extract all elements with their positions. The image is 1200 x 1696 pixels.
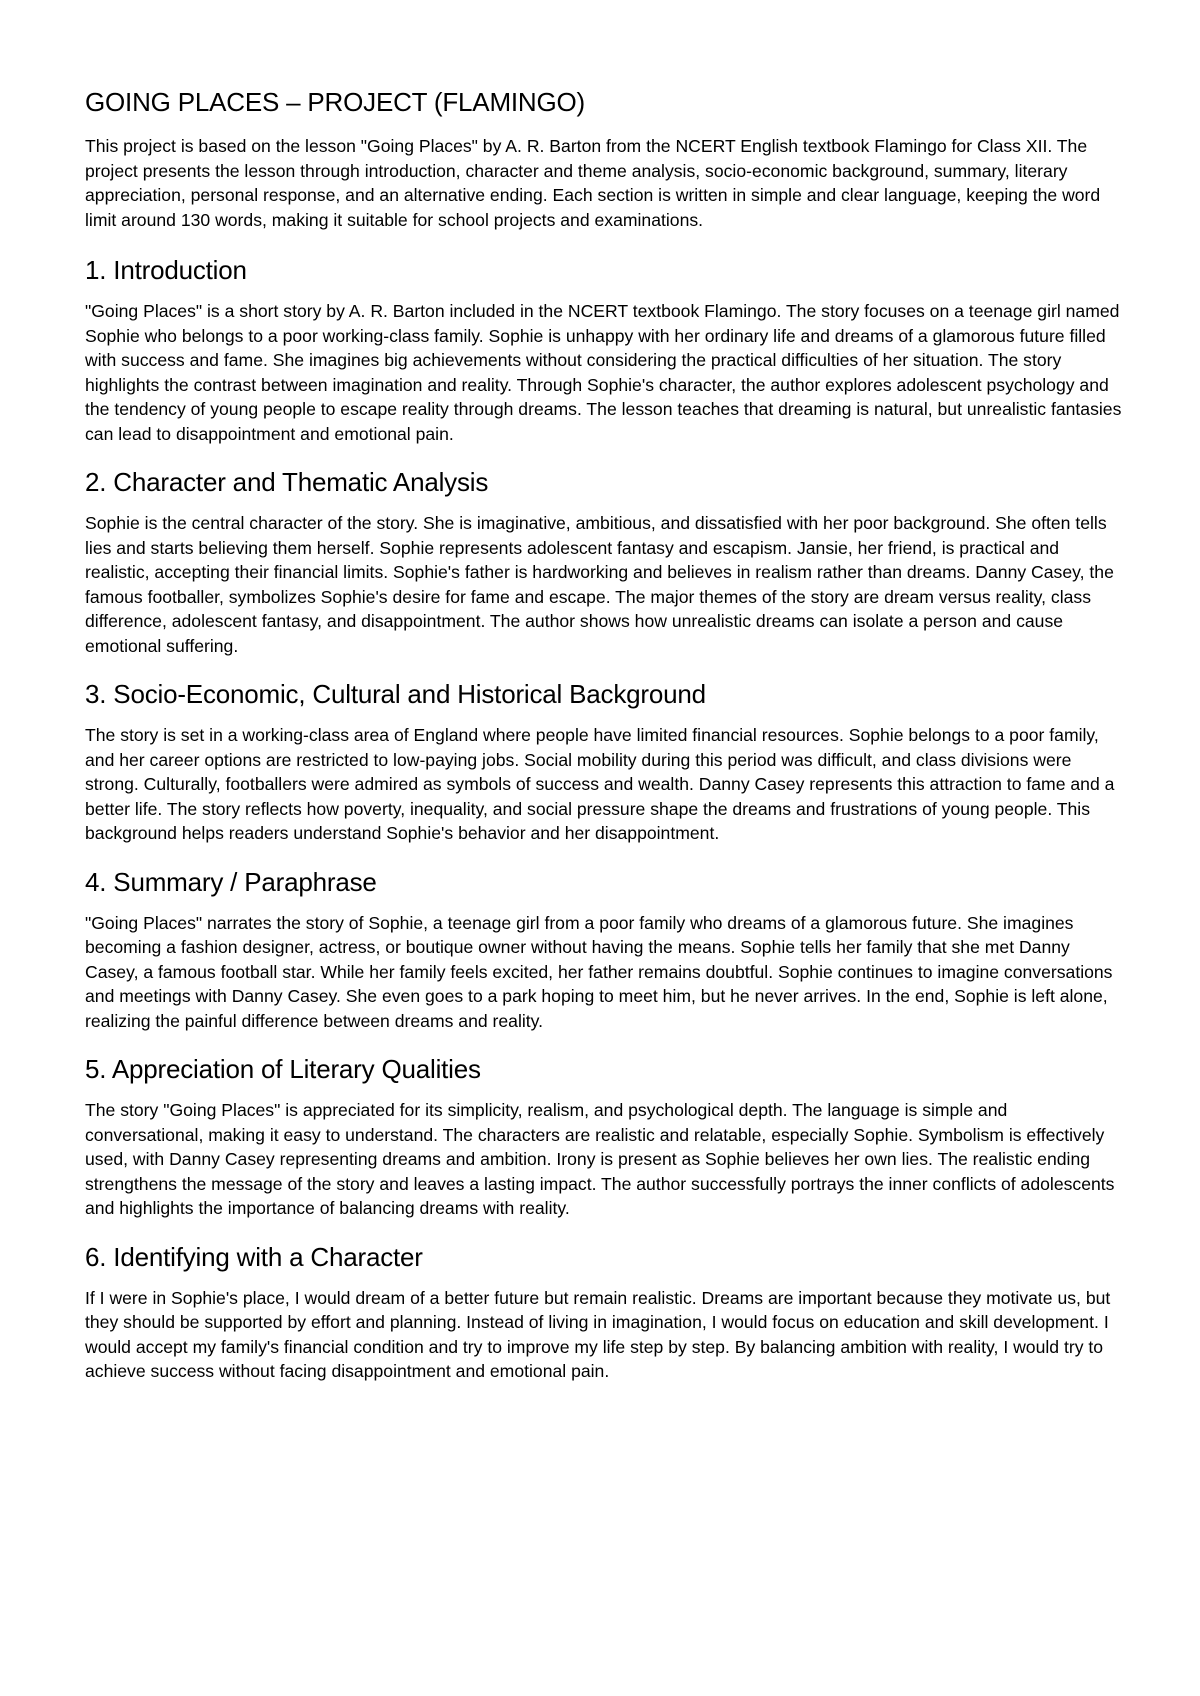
section-heading: 5. Appreciation of Literary Qualities [85, 1054, 481, 1084]
section-summary [85, 866, 1124, 1034]
section-body: The story is set in a working-class area of England where people have limited financial resources. Sophie belongs to a poor family, and her career options are restricted to low-paying jobs. Social mobility during this period was difficult, and class divisions were strong. Culturally, footballers were admired as symbols of success and wealth. Danny Casey represents this attraction to fame and a better life. The story reflects how poverty, inequality, and social pressure shape the dreams and frustrations of young people. This background helps readers understand Sophie's behavior and her disappointment. [85, 725, 1115, 843]
section-identifying-with-character [85, 1241, 1124, 1384]
section-socio-economic-background [85, 678, 1124, 846]
section-body: The story "Going Places" is appreciated for its simplicity, realism, and psychological depth. The language is simple and conversational, making it easy to understand. The characters are realistic and relatable, especially Sophie. Symbolism is effectively used, with Danny Casey representing dreams and ambition. Irony is present as Sophie believes her own lies. The realistic ending strengthens the message of the story and leaves a lasting impact. The author successfully portrays the inner conflicts of adolescents and highlights the importance of balancing dreams with reality. [85, 1100, 1115, 1218]
document-title: GOING PLACES – PROJECT (FLAMINGO) [85, 87, 586, 117]
intro-paragraph: This project is based on the lesson "Going Places" by A. R. Barton from the NCERT English textbook Flamingo for Class XII. The project presents the lesson through introduction, character and theme analysis, socio-economic background, summary, literary appreciation, personal response, and an alternative ending. Each section is written in simple and clear language, keeping the word limit around 130 words, making it suitable for school projects and examinations. [85, 136, 1101, 230]
section-heading: 4. Summary / Paraphrase [85, 866, 377, 897]
section-body: If I were in Sophie's place, I would dream of a better future but remain realistic. Dreams are important because they motivate us, but they should be supported by effort and planning. Instead of living in imagination, I would focus on education and skill development. I would accept my family's financial condition and try to improve my life step by step. By balancing ambition with reality, I would try to achieve success without facing disappointment and emotional pain. [85, 1287, 1111, 1381]
section-body: Sophie is the central character of the story. She is imaginative, ambitious, and dissatisfied with her poor background. She often tells lies and starts believing them herself. Sophie represents adolescent fantasy and escapism. Jansie, her friend, is practical and realistic, accepting their financial limits. Sophie's father is hardworking and believes in realism rather than dreams. Danny Casey, the famous footballer, symbolizes Sophie's desire for fame and escape. The major themes of the story are dream versus reality, class difference, adolescent fantasy, and disappointment. The author shows how unrealistic dreams can isolate a person and cause emotional suffering. [85, 513, 1114, 656]
section-heading: 1. Introduction [85, 255, 247, 285]
section-heading: 2. Character and Thematic Analysis [85, 467, 489, 497]
section-body: "Going Places" narrates the story of Sophie, a teenage girl from a poor family who dreams of a glamorous future. She imagines becoming a fashion designer, actress, or boutique owner without having the means. Sophie tells her family that she met Danny Casey, a famous football star. While her family feels excited, her father remains doubtful. Sophie continues to imagine conversations and meetings with Danny Casey. She even goes to a park hoping to meet him, but he never arrives. In the end, Sophie is left alone, realizing the painful difference between dreams and reality. [85, 912, 1113, 1031]
section-character-thematic-analysis [85, 466, 1124, 658]
section-body: "Going Places" is a short story by A. R. Barton included in the NCERT textbook Flamingo. The story focuses on a teenage girl named Sophie who belongs to a poor working-class family. Sophie is unhappy with her ordinary life and dreams of a glamorous future filled with success and fame. She imagines big achievements without considering the practical difficulties of her situation. The story highlights the contrast between imagination and reality. Through Sophie's character, the author explores adolescent psychology and the tendency of young people to escape reality through dreams. The lesson teaches that dreaming is natural, but unrealistic fantasies can lead to disappointment and emotional pain. [85, 301, 1122, 444]
section-literary-appreciation [85, 1053, 1124, 1221]
section-heading: 6. Identifying with a Character [85, 1241, 423, 1272]
section-heading: 3. Socio-Economic, Cultural and Historical Background [85, 679, 706, 709]
section-introduction [85, 254, 1124, 446]
